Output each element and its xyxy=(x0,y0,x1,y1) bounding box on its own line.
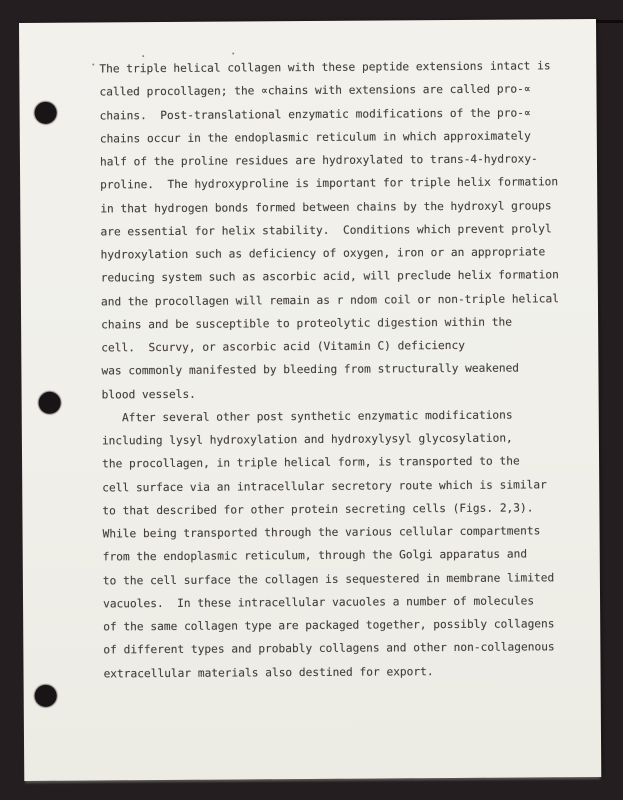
text-line: extracellular materials also destined for export. xyxy=(103,664,434,680)
text-line: After several other post synthetic enzymatic modifications xyxy=(101,408,513,425)
text-line: to that described for other protein secreting cells (Figs. 2,3). xyxy=(102,501,534,518)
text-line: cell. Scurvy, or ascorbic acid (Vitamin C) deficiency xyxy=(101,338,466,355)
text-line: of different types and probably collagens and other non-collagenous xyxy=(103,640,555,657)
text-line: the procollagen, in triple helical form, is transported to the xyxy=(102,454,520,471)
text-line: reducing system such as ascorbic acid, will preclude helix formation xyxy=(100,268,559,285)
text-line: half of the proline residues are hydroxylated to trans-4-hydroxy- xyxy=(99,152,538,169)
text-line: of the same collagen type are packaged together, possibly collagens xyxy=(103,617,555,634)
text-line: called procollagen; the ∝chains with extensions are called pro-∝ xyxy=(99,82,531,99)
text-line: was commonly manifested by bleeding from structurally weakened xyxy=(101,361,520,378)
text-line: chains and be susceptible to proteolytic digestion within the xyxy=(101,315,513,332)
text-line: in that hydrogen bonds formed between chains by the hydroxyl groups xyxy=(100,198,552,215)
text-line: cell surface via an intracellular secretory route which is similar xyxy=(102,477,547,494)
text-line: The triple helical collagen with these peptide extensions intact is xyxy=(99,59,551,76)
text-line: While being transported through the various cellular compartments xyxy=(102,524,541,541)
text-line: vacuoles. In these intracellular vacuoles a number of molecules xyxy=(103,594,535,611)
text-line: from the endoplasmic reticulum, through the Golgi apparatus and xyxy=(102,547,528,564)
text-line: chains occur in the endoplasmic reticulum in which approximately xyxy=(99,129,531,146)
text-line: hydroxylation such as deficiency of oxygen, iron or an appropriate xyxy=(100,245,546,262)
punch-hole-bottom xyxy=(35,685,57,707)
text-line: to the cell surface the collagen is sequestered in membrane limited xyxy=(102,570,555,587)
document-page xyxy=(19,19,601,781)
text-line: blood vessels. xyxy=(101,387,196,401)
punch-hole-middle xyxy=(39,392,61,414)
scan-speck xyxy=(232,52,234,54)
typewritten-text-block xyxy=(99,54,583,685)
punch-hole-top xyxy=(35,102,57,124)
text-line: proline. The hydroxyproline is important for triple helix formation xyxy=(100,175,559,192)
text-line: and the procollagen will remain as r ndom coil or non-triple helical xyxy=(100,291,559,308)
scan-speck xyxy=(92,63,94,65)
text-line: chains. Post-translational enzymatic modifications of the pro-∝ xyxy=(99,105,531,122)
text-line: including lysyl hydroxylation and hydroxylysyl glycosylation, xyxy=(101,431,513,448)
text-line: are essential for helix stability. Conditions which prevent prolyl xyxy=(100,222,552,239)
